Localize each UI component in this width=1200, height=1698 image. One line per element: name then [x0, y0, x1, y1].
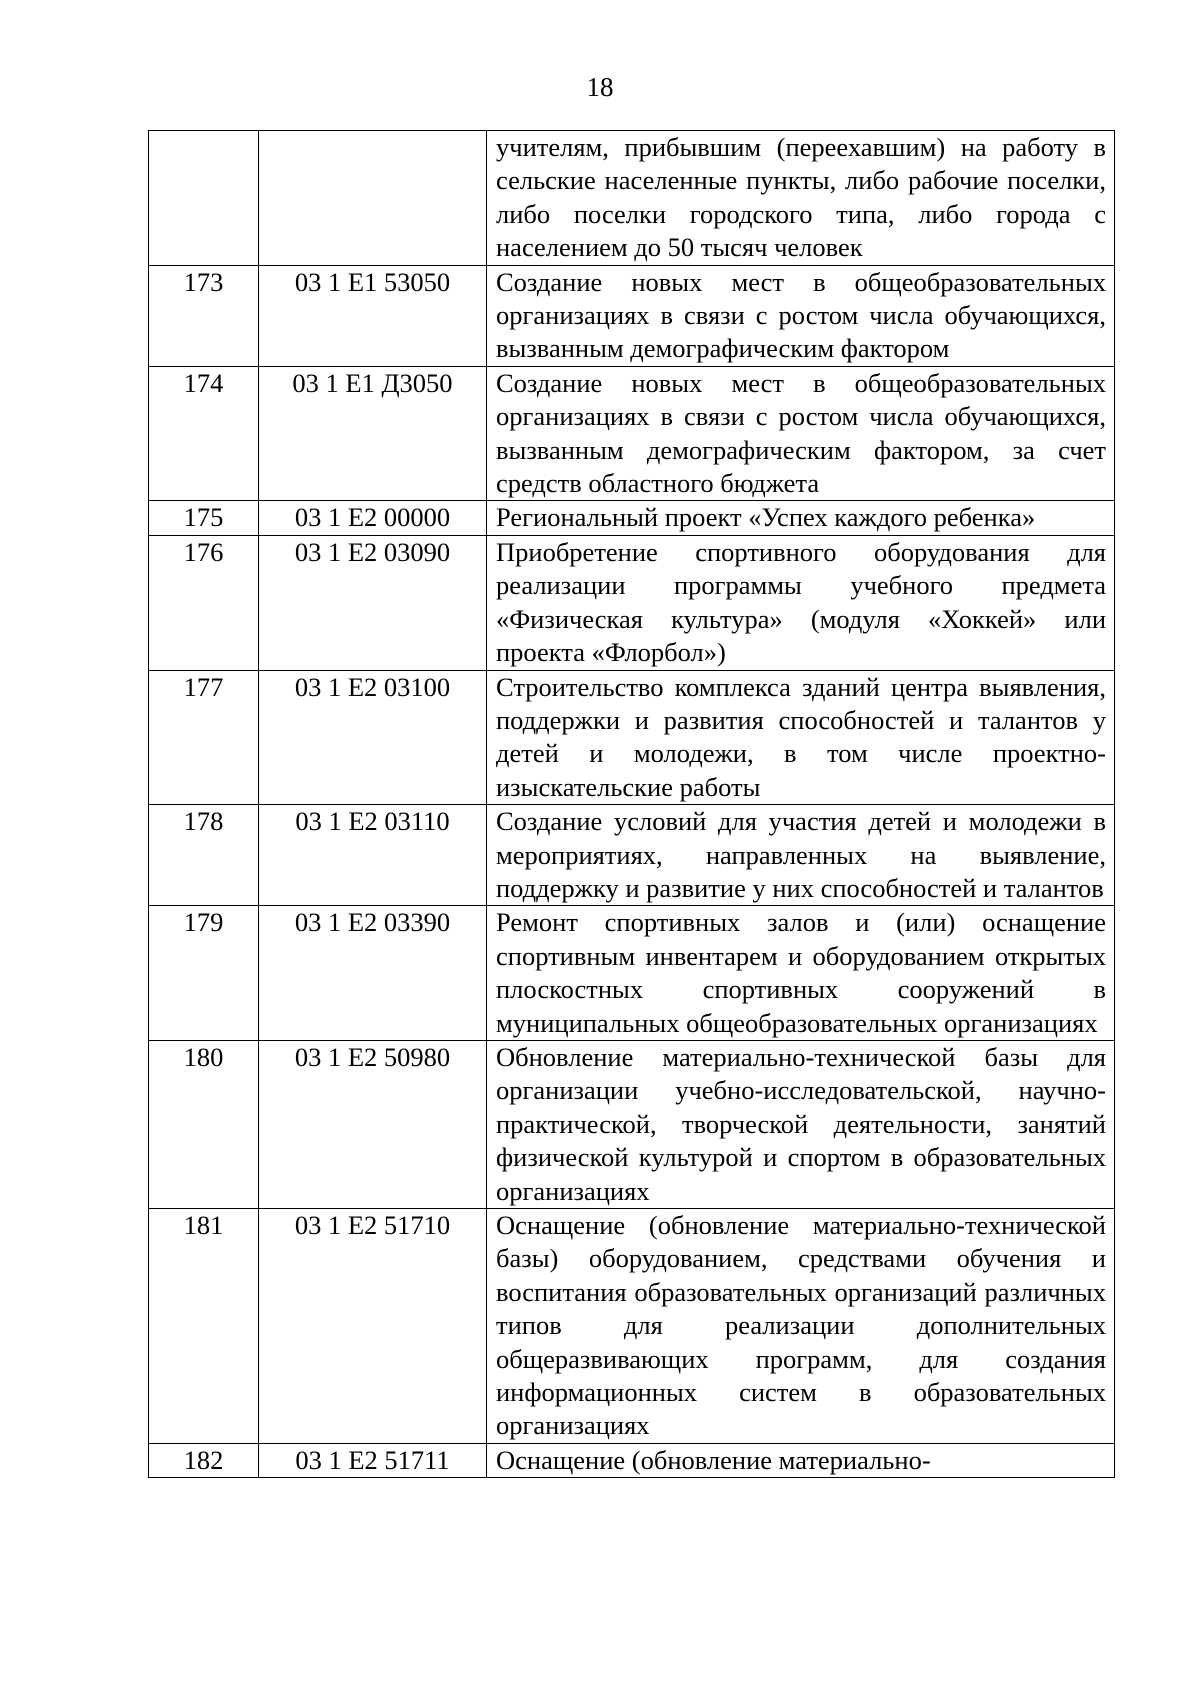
item-description: Оснащение (обновление материально-: [487, 1443, 1115, 1477]
classification-code: 03 1 E2 03090: [259, 535, 487, 670]
item-description: Региональный проект «Успех каждого ребенка»: [487, 501, 1115, 535]
item-description: Создание условий для участия детей и молодежи в мероприятиях, направленных на выявление, поддержку и развитие у них способностей и талантов: [487, 805, 1115, 906]
row-number: 180: [149, 1040, 259, 1208]
item-description: Ремонт спортивных залов и (или) оснащение спортивным инвентарем и оборудованием открытых плоскостных спортивных сооружений в муниципальных общеобразовательных организациях: [487, 906, 1115, 1041]
row-number: [149, 131, 259, 266]
table-row: [149, 535, 1115, 670]
classification-code: 03 1 E2 03390: [259, 906, 487, 1041]
item-description: Приобретение спортивного оборудования для реализации программы учебного предмета «Физическая культура» (модуля «Хоккей» или проекта «Флорбол»): [487, 535, 1115, 670]
classification-code: 03 1 E1 53050: [259, 265, 487, 366]
table-row: [149, 670, 1115, 805]
row-number: 175: [149, 501, 259, 535]
row-number: 173: [149, 265, 259, 366]
item-description: Строительство комплекса зданий центра выявления, поддержки и развития способностей и талантов у детей и молодежи, в том числе проектно-изыскательские работы: [487, 670, 1115, 805]
table-row: [149, 1209, 1115, 1444]
table-row: [149, 1040, 1115, 1208]
table-row: [149, 366, 1115, 501]
classification-code: 03 1 E2 03110: [259, 805, 487, 906]
item-description: учителям, прибывшим (переехавшим) на работу в сельские населенные пункты, либо рабочие поселки, либо поселки городского типа, либо города с населением до 50 тысяч человек: [487, 131, 1115, 266]
classification-code: 03 1 E2 00000: [259, 501, 487, 535]
row-number: 181: [149, 1209, 259, 1444]
row-number: 182: [149, 1443, 259, 1477]
classification-code: 03 1 E2 03100: [259, 670, 487, 805]
table-row: [149, 1443, 1115, 1477]
table-row: [149, 501, 1115, 535]
classification-code: 03 1 E1 Д3050: [259, 366, 487, 501]
table-row: [149, 265, 1115, 366]
page-number: 18: [586, 72, 614, 102]
row-number: 177: [149, 670, 259, 805]
item-description: Оснащение (обновление материально-технической базы) оборудованием, средствами обучения и воспитания образовательных организаций различных типов для реализации дополнительных общеразвивающих программ, для создания информационных систем в образовательных организациях: [487, 1209, 1115, 1444]
item-description: Создание новых мест в общеобразовательных организациях в связи с ростом числа обучающихся, вызванным демографическим фактором: [487, 265, 1115, 366]
table-row: [149, 131, 1115, 266]
budget-classification-table: [148, 130, 1115, 1478]
table-row: [149, 906, 1115, 1041]
table-row: [149, 805, 1115, 906]
row-number: 178: [149, 805, 259, 906]
classification-code: 03 1 E2 50980: [259, 1040, 487, 1208]
item-description: Обновление материально-технической базы для организации учебно-исследовательской, научно-практической, творческой деятельности, занятий физической культурой и спортом в образовательных организациях: [487, 1040, 1115, 1208]
row-number: 174: [149, 366, 259, 501]
row-number: 179: [149, 906, 259, 1041]
row-number: 176: [149, 535, 259, 670]
classification-code: [259, 131, 487, 266]
classification-code: 03 1 E2 51711: [259, 1443, 487, 1477]
item-description: Создание новых мест в общеобразовательных организациях в связи с ростом числа обучающихся, вызванным демографическим фактором, за счет средств областного бюджета: [487, 366, 1115, 501]
classification-code: 03 1 E2 51710: [259, 1209, 487, 1444]
